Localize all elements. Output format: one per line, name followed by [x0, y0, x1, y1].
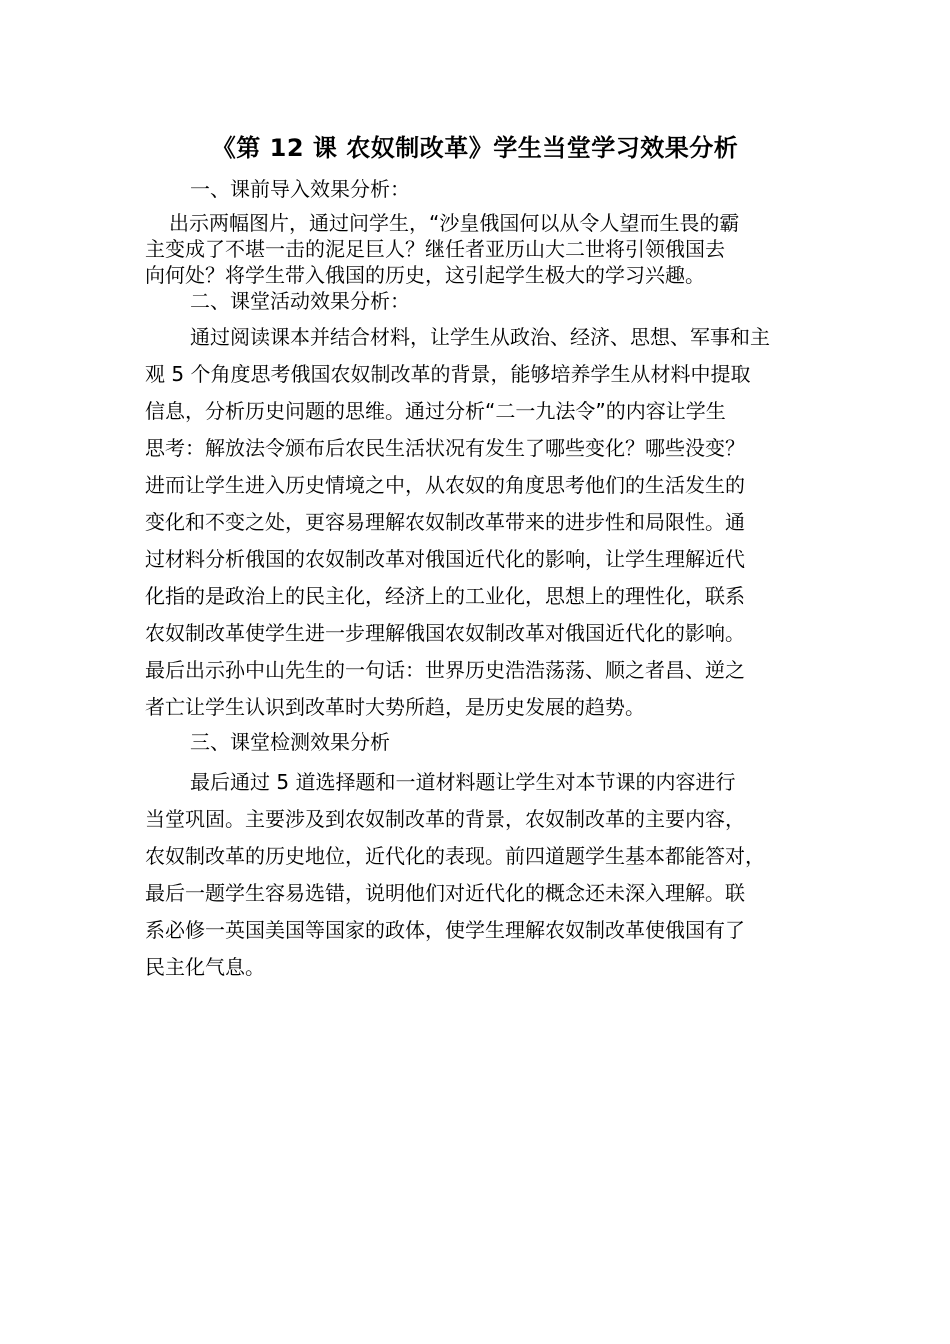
paragraph-line: 最后通过 5 道选择题和一道材料题让学生对本节课的内容进行	[190, 770, 736, 794]
paragraph-line: 农奴制改革使学生进一步理解俄国农奴制改革对俄国近代化的影响。	[145, 621, 745, 645]
paragraph-line: 最后出示孙中山先生的一句话：世界历史浩浩荡荡、顺之者昌、逆之	[145, 658, 745, 682]
paragraph-line: 民主化气息。	[145, 955, 265, 979]
document-title: 《第 12 课 农奴制改革》学生当堂学习效果分析	[211, 134, 739, 162]
paragraph-line: 化指的是政治上的民主化，经济上的工业化，思想上的理性化，联系	[145, 584, 745, 608]
section-heading-intro: 一、课前导入效果分析：	[190, 177, 410, 201]
paragraph-line: 信息，分析历史问题的思维。通过分析“二一九法令”的内容让学生	[145, 399, 726, 423]
paragraph-line: 进而让学生进入历史情境之中，从农奴的角度思考他们的生活发生的	[145, 473, 745, 497]
paragraph-line: 系必修一英国美国等国家的政体，使学生理解农奴制改革使俄国有了	[145, 918, 745, 942]
paragraph-line: 最后一题学生容易选错，说明他们对近代化的概念还未深入理解。联	[145, 881, 745, 905]
paragraph-line: 农奴制改革的历史地位，近代化的表现。前四道题学生基本都能答对，	[145, 844, 765, 868]
paragraph-activity	[145, 319, 845, 726]
paragraph-line: 当堂巩固。主要涉及到农奴制改革的背景，农奴制改革的主要内容，	[145, 807, 745, 831]
paragraph-line: 向何处？将学生带入俄国的历史，这引起学生极大的学习兴趣。	[145, 263, 705, 287]
paragraph-line: 者亡让学生认识到改革时大势所趋，是历史发展的趋势。	[145, 695, 645, 719]
paragraph-line: 观 5 个角度思考俄国农奴制改革的背景，能够培养学生从材料中提取	[145, 362, 751, 386]
section-heading-check: 三、课堂检测效果分析	[190, 730, 390, 754]
paragraph-check	[145, 764, 845, 986]
paragraph-intro	[145, 210, 845, 288]
paragraph-line: 变化和不变之处，更容易理解农奴制改革带来的进步性和局限性。通	[145, 510, 745, 534]
paragraph-line: 思考：解放法令颁布后农民生活状况有发生了哪些变化？哪些没变？	[145, 436, 745, 460]
paragraph-line: 通过阅读课本并结合材料，让学生从政治、经济、思想、军事和主	[190, 325, 770, 349]
paragraph-line: 出示两幅图片，通过问学生，“沙皇俄国何以从令人望而生畏的霸	[169, 211, 740, 235]
section-heading-activity: 二、课堂活动效果分析：	[190, 289, 410, 313]
paragraph-line: 过材料分析俄国的农奴制改革对俄国近代化的影响，让学生理解近代	[145, 547, 745, 571]
paragraph-line: 主变成了不堪一击的泥足巨人？继任者亚历山大二世将引领俄国去	[145, 237, 725, 261]
